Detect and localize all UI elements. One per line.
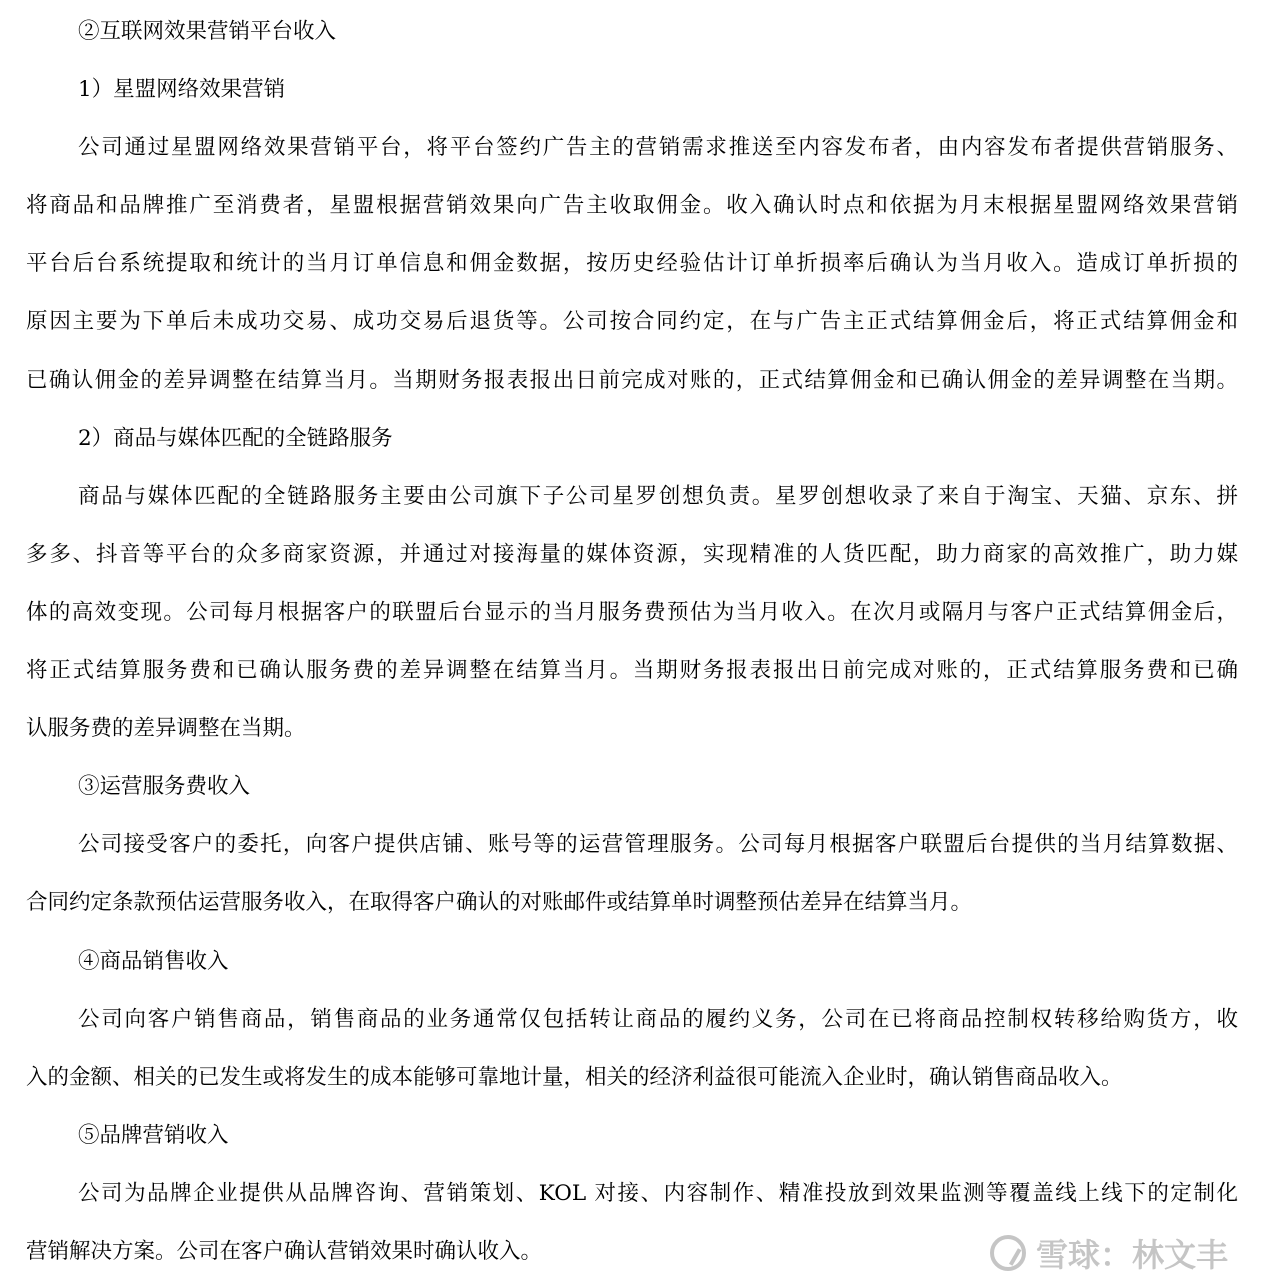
- text-line: 将商品和品牌推广至消费者，星盟根据营销效果向广告主收取佣金。收入确认时点和依据为月末根据星盟网络效果营销: [26, 193, 1238, 219]
- text-line: 公司向客户销售商品，销售商品的业务通常仅包括转让商品的履约义务，公司在已将商品控制权转移给购货方，收: [78, 1006, 1238, 1032]
- text-line: 2）商品与媒体匹配的全链路服务: [78, 425, 393, 451]
- text-line: 1）星盟网络效果营销: [78, 77, 286, 103]
- text-line: 认服务费的差异调整在当期。: [26, 716, 306, 742]
- watermark-text: 雪球：林文丰: [1035, 1236, 1228, 1274]
- text-line: 将正式结算服务费和已确认服务费的差异调整在结算当月。当期财务报表报出日前完成对账的，正式结算服务费和已确: [26, 658, 1238, 684]
- text-line: 入的金额、相关的已发生或将发生的成本能够可靠地计量，相关的经济利益很可能流入企业时，确认销售商品收入。: [26, 1064, 1123, 1090]
- text-line: 体的高效变现。公司每月根据客户的联盟后台显示的当月服务费预估为当月收入。在次月或隔月与客户正式结算佣金后，: [26, 599, 1238, 625]
- text-line: 原因主要为下单后未成功交易、成功交易后退货等。公司按合同约定，在与广告主正式结算佣金后，将正式结算佣金和: [26, 309, 1238, 335]
- text-line: ⑤品牌营销收入: [78, 1122, 229, 1148]
- text-line: ③运营服务费收入: [78, 774, 251, 800]
- snowball-logo-icon: [990, 1235, 1026, 1271]
- document-body: [26, 3, 1238, 1281]
- text-line: 营销解决方案。公司在客户确认营销效果时确认收入。: [26, 1238, 543, 1264]
- text-line: 多多、抖音等平台的众多商家资源，并通过对接海量的媒体资源，实现精准的人货匹配，助力商家的高效推广，助力媒: [26, 541, 1238, 567]
- text-line: 平台后台系统提取和统计的当月订单信息和佣金数据，按历史经验估计订单折损率后确认为当月收入。造成订单折损的: [26, 251, 1238, 277]
- text-line: 合同约定条款预估运营服务收入，在取得客户确认的对账邮件或结算单时调整预估差异在结算当月。: [26, 890, 973, 916]
- text-line: 已确认佣金的差异调整在结算当月。当期财务报表报出日前完成对账的，正式结算佣金和已确认佣金的差异调整在当期。: [26, 367, 1238, 393]
- watermark: [990, 1230, 1228, 1276]
- text-line: 商品与媒体匹配的全链路服务主要由公司旗下子公司星罗创想负责。星罗创想收录了来自于淘宝、天猫、京东、拼: [78, 483, 1238, 509]
- text-line: ②互联网效果营销平台收入: [78, 19, 337, 44]
- text-line: 公司通过星盟网络效果营销平台，将平台签约广告主的营销需求推送至内容发布者，由内容发布者提供营销服务、: [78, 135, 1238, 161]
- text-line: 公司为品牌企业提供从品牌咨询、营销策划、KOL 对接、内容制作、精准投放到效果监测等覆盖线上线下的定制化: [78, 1180, 1238, 1206]
- text-line: ④商品销售收入: [78, 948, 229, 974]
- text-line: 公司接受客户的委托，向客户提供店铺、账号等的运营管理服务。公司每月根据客户联盟后台提供的当月结算数据、: [78, 832, 1238, 858]
